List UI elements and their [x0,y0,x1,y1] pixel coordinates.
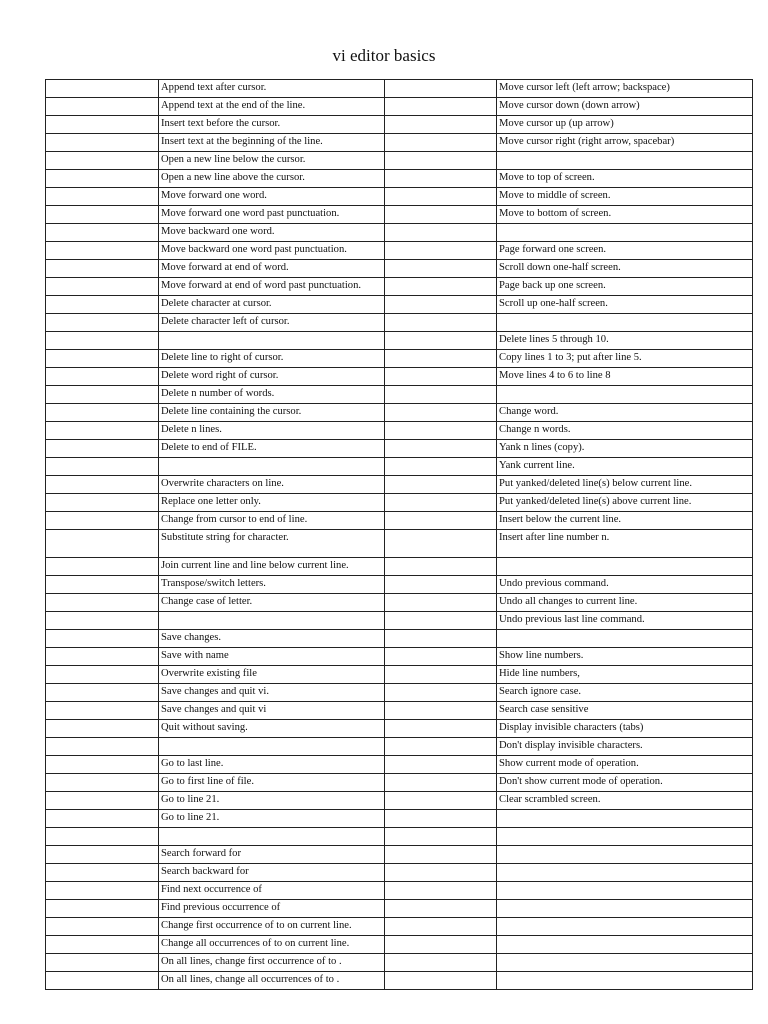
command-key-cell [385,188,497,206]
command-description-cell: Change word. [497,404,753,422]
command-description-cell: Display invisible characters (tabs) [497,720,753,738]
table-row [46,134,753,152]
table-row [46,918,753,936]
table-row [46,224,753,242]
command-description-cell: Append text at the end of the line. [159,98,385,116]
table-row [46,882,753,900]
command-description-cell: Delete lines 5 through 10. [497,332,753,350]
command-description-cell: Substitute string for character. [159,530,385,558]
command-key-cell [46,774,159,792]
command-description-cell: Put yanked/deleted line(s) below current line. [497,476,753,494]
command-key-cell [46,576,159,594]
command-key-cell [46,422,159,440]
command-key-cell [385,332,497,350]
table-row [46,558,753,576]
command-description-cell [497,558,753,576]
command-description-cell [159,458,385,476]
command-description-cell: Yank current line. [497,458,753,476]
page-title: vi editor basics [332,46,436,65]
command-description-cell: Save changes. [159,630,385,648]
command-description-cell: Move forward one word. [159,188,385,206]
command-key-cell [385,738,497,756]
table-row [46,278,753,296]
command-description-cell [497,900,753,918]
table-row [46,864,753,882]
command-key-cell [46,296,159,314]
command-description-cell: Insert text at the beginning of the line. [159,134,385,152]
command-key-cell [385,386,497,404]
command-description-cell [497,846,753,864]
command-key-cell [46,98,159,116]
command-description-cell: Move to bottom of screen. [497,206,753,224]
command-key-cell [385,666,497,684]
command-key-cell [46,80,159,98]
command-key-cell [385,684,497,702]
command-key-cell [385,576,497,594]
command-key-cell [46,440,159,458]
command-key-cell [385,152,497,170]
command-description-cell: Scroll up one-half screen. [497,296,753,314]
command-description-cell: Find previous occurrence of [159,900,385,918]
table-row [46,612,753,630]
command-key-cell [385,512,497,530]
command-description-cell [497,630,753,648]
command-description-cell: Delete to end of FILE. [159,440,385,458]
table-row [46,386,753,404]
command-key-cell [46,738,159,756]
table-row [46,494,753,512]
command-key-cell [46,918,159,936]
command-description-cell: Move to middle of screen. [497,188,753,206]
command-description-cell [159,738,385,756]
table-row [46,404,753,422]
command-key-cell [46,702,159,720]
command-key-cell [46,900,159,918]
command-description-cell: Change all occurrences of to on current line. [159,936,385,954]
command-key-cell [46,224,159,242]
command-description-cell: Search case sensitive [497,702,753,720]
table-row [46,422,753,440]
table-row [46,98,753,116]
command-description-cell [497,918,753,936]
command-key-cell [46,666,159,684]
table-row [46,774,753,792]
command-key-cell [385,476,497,494]
command-description-cell: Delete character at cursor. [159,296,385,314]
table-row [46,594,753,612]
command-description-cell: Move lines 4 to 6 to line 8 [497,368,753,386]
commands-table-body [46,80,753,990]
command-description-cell [497,810,753,828]
table-row [46,296,753,314]
command-description-cell: Show current mode of operation. [497,756,753,774]
command-description-cell: Insert after line number n. [497,530,753,558]
command-description-cell: Search forward for [159,846,385,864]
command-description-cell: Go to first line of file. [159,774,385,792]
command-key-cell [385,756,497,774]
command-key-cell [46,458,159,476]
command-description-cell [497,224,753,242]
command-key-cell [46,206,159,224]
command-key-cell [385,422,497,440]
command-key-cell [46,954,159,972]
command-description-cell: Transpose/switch letters. [159,576,385,594]
command-description-cell: Move to top of screen. [497,170,753,188]
command-description-cell: Delete n number of words. [159,386,385,404]
command-key-cell [385,936,497,954]
command-description-cell: Move cursor right (right arrow, spacebar) [497,134,753,152]
command-key-cell [385,134,497,152]
command-key-cell [46,314,159,332]
command-key-cell [385,774,497,792]
command-key-cell [385,440,497,458]
command-key-cell [385,972,497,990]
command-key-cell [385,368,497,386]
command-key-cell [385,80,497,98]
command-key-cell [385,612,497,630]
command-description-cell: Change case of letter. [159,594,385,612]
table-row [46,368,753,386]
table-row [46,720,753,738]
table-row [46,738,753,756]
command-description-cell: Scroll down one-half screen. [497,260,753,278]
table-row [46,576,753,594]
command-key-cell [46,882,159,900]
command-key-cell [385,702,497,720]
command-description-cell: Delete n lines. [159,422,385,440]
command-description-cell [497,882,753,900]
command-description-cell [497,152,753,170]
command-key-cell [46,810,159,828]
command-key-cell [46,350,159,368]
command-description-cell: Save changes and quit vi [159,702,385,720]
table-row [46,332,753,350]
command-key-cell [385,900,497,918]
command-key-cell [385,594,497,612]
command-description-cell [497,972,753,990]
command-description-cell [159,332,385,350]
command-key-cell [385,918,497,936]
commands-table [45,79,753,990]
command-key-cell [385,810,497,828]
table-row [46,314,753,332]
command-description-cell: Open a new line above the cursor. [159,170,385,188]
command-description-cell: Delete line containing the cursor. [159,404,385,422]
command-description-cell [497,936,753,954]
command-key-cell [46,152,159,170]
table-row [46,260,753,278]
command-description-cell: Change n words. [497,422,753,440]
command-key-cell [385,530,497,558]
command-key-cell [385,260,497,278]
command-key-cell [385,296,497,314]
command-key-cell [46,170,159,188]
table-row [46,80,753,98]
command-key-cell [385,882,497,900]
command-description-cell: Search backward for [159,864,385,882]
command-key-cell [385,278,497,296]
command-key-cell [46,594,159,612]
command-key-cell [46,630,159,648]
command-key-cell [385,630,497,648]
command-description-cell [497,864,753,882]
table-row [46,512,753,530]
command-description-cell: Undo previous command. [497,576,753,594]
table-row [46,828,753,846]
command-key-cell [385,206,497,224]
command-key-cell [46,684,159,702]
table-row [46,666,753,684]
command-description-cell: Move cursor up (up arrow) [497,116,753,134]
table-row [46,530,753,558]
table-row [46,936,753,954]
command-description-cell: Find next occurrence of [159,882,385,900]
table-row [46,170,753,188]
table-row [46,684,753,702]
table-row [46,792,753,810]
table-row [46,846,753,864]
command-description-cell: Don't display invisible characters. [497,738,753,756]
command-key-cell [385,648,497,666]
command-key-cell [46,558,159,576]
command-description-cell: Replace one letter only. [159,494,385,512]
command-description-cell: Move backward one word. [159,224,385,242]
command-key-cell [385,116,497,134]
command-description-cell: Page forward one screen. [497,242,753,260]
command-key-cell [385,720,497,738]
command-key-cell [46,936,159,954]
command-description-cell: Go to last line. [159,756,385,774]
command-key-cell [46,512,159,530]
table-row [46,810,753,828]
command-description-cell: Delete line to right of cursor. [159,350,385,368]
command-key-cell [46,368,159,386]
command-description-cell: Move forward one word past punctuation. [159,206,385,224]
command-key-cell [46,846,159,864]
table-row [46,242,753,260]
command-description-cell: On all lines, change all occurrences of to . [159,972,385,990]
command-key-cell [385,458,497,476]
command-key-cell [46,260,159,278]
command-description-cell: Change from cursor to end of line. [159,512,385,530]
command-description-cell: Move cursor down (down arrow) [497,98,753,116]
command-key-cell [46,494,159,512]
command-key-cell [46,188,159,206]
command-description-cell: Go to line 21. [159,792,385,810]
command-description-cell: Move forward at end of word. [159,260,385,278]
command-key-cell [385,558,497,576]
command-description-cell [497,954,753,972]
table-row [46,900,753,918]
command-key-cell [385,846,497,864]
command-key-cell [46,404,159,422]
command-description-cell: Put yanked/deleted line(s) above current line. [497,494,753,512]
command-description-cell: Page back up one screen. [497,278,753,296]
command-key-cell [46,756,159,774]
command-description-cell: Overwrite characters on line. [159,476,385,494]
command-description-cell: Delete word right of cursor. [159,368,385,386]
table-row [46,350,753,368]
command-key-cell [46,972,159,990]
command-description-cell: Insert below the current line. [497,512,753,530]
table-row [46,152,753,170]
command-key-cell [46,612,159,630]
command-key-cell [385,314,497,332]
command-key-cell [385,224,497,242]
table-row [46,702,753,720]
command-description-cell: Open a new line below the cursor. [159,152,385,170]
table-row [46,756,753,774]
command-description-cell [159,828,385,846]
command-description-cell: Move forward at end of word past punctuation. [159,278,385,296]
command-description-cell: Undo all changes to current line. [497,594,753,612]
command-key-cell [46,648,159,666]
command-description-cell: Save with name [159,648,385,666]
command-key-cell [46,116,159,134]
command-description-cell: Go to line 21. [159,810,385,828]
command-key-cell [46,720,159,738]
command-description-cell [497,386,753,404]
command-key-cell [385,242,497,260]
command-description-cell [159,612,385,630]
command-key-cell [385,404,497,422]
command-description-cell: Copy lines 1 to 3; put after line 5. [497,350,753,368]
command-description-cell: Search ignore case. [497,684,753,702]
table-row [46,648,753,666]
command-key-cell [385,98,497,116]
table-row [46,188,753,206]
table-row [46,206,753,224]
command-key-cell [46,792,159,810]
command-key-cell [46,828,159,846]
command-description-cell: Move cursor left (left arrow; backspace) [497,80,753,98]
command-description-cell: Hide line numbers, [497,666,753,684]
command-description-cell: Show line numbers. [497,648,753,666]
command-key-cell [385,494,497,512]
command-key-cell [385,954,497,972]
table-row [46,440,753,458]
command-description-cell: Clear scrambled screen. [497,792,753,810]
command-key-cell [46,476,159,494]
command-key-cell [46,242,159,260]
command-key-cell [46,530,159,558]
command-description-cell [497,314,753,332]
command-description-cell: Change first occurrence of to on current line. [159,918,385,936]
table-row [46,954,753,972]
table-row [46,630,753,648]
command-description-cell: Insert text before the cursor. [159,116,385,134]
command-key-cell [385,170,497,188]
table-row [46,458,753,476]
command-description-cell: On all lines, change first occurrence of to . [159,954,385,972]
command-key-cell [46,386,159,404]
command-description-cell: Move backward one word past punctuation. [159,242,385,260]
command-description-cell: Join current line and line below current line. [159,558,385,576]
command-key-cell [385,350,497,368]
command-description-cell: Append text after cursor. [159,80,385,98]
command-description-cell: Quit without saving. [159,720,385,738]
command-key-cell [385,828,497,846]
command-description-cell: Yank n lines (copy). [497,440,753,458]
command-key-cell [385,792,497,810]
command-description-cell: Overwrite existing file [159,666,385,684]
command-key-cell [46,864,159,882]
table-row [46,116,753,134]
command-key-cell [46,134,159,152]
command-key-cell [46,278,159,296]
table-row [46,476,753,494]
command-description-cell: Undo previous last line command. [497,612,753,630]
command-key-cell [46,332,159,350]
command-key-cell [385,864,497,882]
command-description-cell: Delete character left of cursor. [159,314,385,332]
command-description-cell: Don't show current mode of operation. [497,774,753,792]
command-description-cell: Save changes and quit vi. [159,684,385,702]
command-description-cell [497,828,753,846]
table-row [46,972,753,990]
